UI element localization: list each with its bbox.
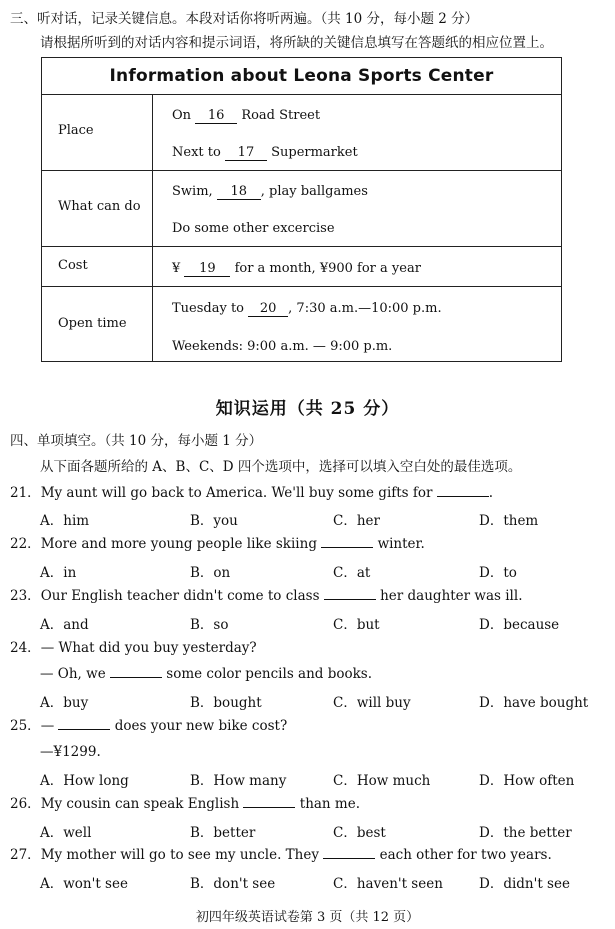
option-24-a: A．buy [40, 695, 89, 711]
blank-20: 20 [248, 302, 288, 317]
option-27-b: B．don't see [190, 876, 276, 892]
option-21-d: D．them [479, 513, 539, 529]
table-row-place [42, 94, 561, 170]
open-label: Open time [58, 316, 127, 331]
blank-18: 18 [217, 185, 261, 200]
option-27-c: C．haven't seen [333, 876, 443, 892]
table-column-divider [152, 94, 153, 361]
open-line-1: Tuesday to 20 , 7:30 a.m.—10:00 p.m. [172, 301, 442, 316]
mc-heading: 四、单项填空。（共 10 分，每小题 1 分） [10, 433, 263, 449]
answer-blank [324, 587, 376, 600]
question-27-stem: 27．My mother will go to see my uncle. They each other for two years. [10, 847, 552, 863]
question-26-stem: 26．My cousin can speak English than me. [10, 796, 361, 812]
question-22-stem: 22．More and more young people like skiing winter. [10, 536, 425, 552]
cost-label: Cost [58, 258, 88, 273]
table-row-open [42, 286, 561, 362]
option-23-a: A．and [40, 617, 89, 633]
option-26-b: B．better [190, 825, 256, 841]
table-title: Information about Leona Sports Center [109, 66, 494, 86]
question-23-stem: 23．Our English teacher didn't come to class her daughter was ill. [10, 588, 523, 604]
option-25-d: D．How often [479, 773, 575, 789]
mc-instruction: 从下面各题所给的 A、B、C、D 四个选项中，选择可以填入空白处的最佳选项。 [40, 459, 522, 475]
place-line-2: Next to 17 Supermarket [172, 145, 358, 160]
option-23-c: C．but [333, 617, 380, 633]
page-footer: 初四年级英语试卷第 3 页（共 12 页） [195, 910, 420, 925]
what-line-1: Swim, 18 , play ballgames [172, 184, 368, 199]
blank-19: 19 [184, 262, 230, 277]
option-24-c: C．will buy [333, 695, 411, 711]
option-23-b: B．so [190, 617, 229, 633]
answer-blank [243, 795, 295, 808]
open-line-2: Weekends: 9:00 a.m. — 9:00 p.m. [172, 339, 393, 354]
answer-blank [58, 717, 110, 730]
answer-blank [110, 665, 162, 678]
answer-blank [321, 535, 373, 548]
option-24-d: D．have bought [479, 695, 589, 711]
blank-16: 16 [195, 109, 237, 124]
option-22-a: A．in [40, 565, 77, 581]
question-24-stem-line-2: — Oh, we some color pencils and books. [40, 666, 373, 682]
option-22-c: C．at [333, 565, 371, 581]
option-21-a: A．him [40, 513, 90, 529]
option-25-a: A．How long [40, 773, 129, 789]
option-26-d: D．the better [479, 825, 572, 841]
question-25-stem-line-1: 25．— does your new bike cost? [10, 718, 288, 734]
place-line-1: On 16 Road Street [172, 108, 321, 123]
option-26-a: A．well [40, 825, 92, 841]
table-title-row [42, 58, 561, 94]
table-row-cost [42, 246, 561, 286]
option-27-d: D．didn't see [479, 876, 570, 892]
what-label: What can do [58, 199, 141, 214]
option-25-c: C．How much [333, 773, 431, 789]
place-label: Place [58, 123, 94, 138]
answer-blank [437, 484, 489, 497]
listening-heading: 三、听对话，记录关键信息。本段对话你将听两遍。（共 10 分，每小题 2 分） [10, 11, 479, 27]
option-21-b: B．you [190, 513, 238, 529]
listening-instruction: 请根据所听到的对话内容和提示词语，将所缺的关键信息填写在答题纸的相应位置上。 [40, 35, 553, 51]
option-26-c: C．best [333, 825, 386, 841]
option-27-a: A．won't see [40, 876, 128, 892]
info-table [41, 57, 562, 362]
question-24-stem-line-1: 24．— What did you buy yesterday? [10, 640, 257, 656]
blank-17: 17 [225, 146, 267, 161]
what-line-2: Do some other excercise [172, 221, 335, 236]
option-25-b: B．How many [190, 773, 287, 789]
answer-blank [323, 846, 375, 859]
option-21-c: C．her [333, 513, 380, 529]
question-25-stem-line-2: —¥1299. [40, 744, 101, 760]
section-title: 知识运用（共 25 分） [215, 399, 400, 419]
cost-line: ¥ 19 for a month, ¥900 for a year [172, 261, 421, 276]
table-row-what [42, 170, 561, 246]
question-21-stem: 21．My aunt will go back to America. We'll buy some gifts for . [10, 485, 494, 501]
option-22-b: B．on [190, 565, 231, 581]
option-23-d: D．because [479, 617, 560, 633]
option-24-b: B．bought [190, 695, 262, 711]
option-22-d: D．to [479, 565, 517, 581]
